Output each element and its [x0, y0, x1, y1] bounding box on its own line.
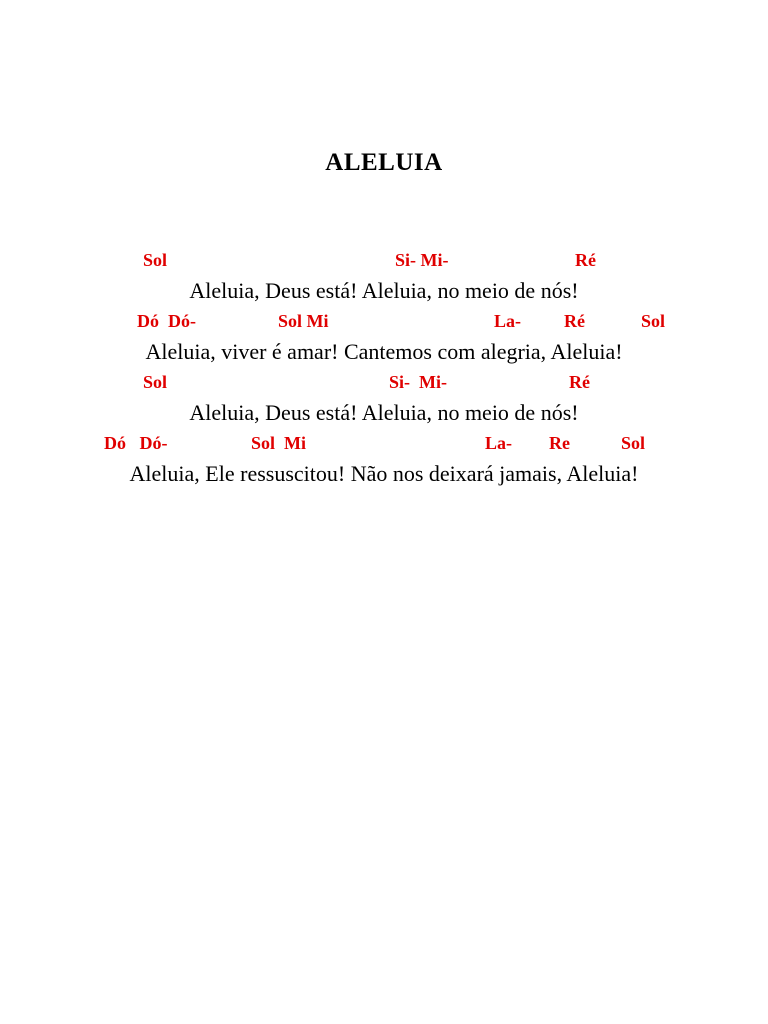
chord: Sol — [641, 311, 666, 331]
lyric-line-4: Aleluia, Ele ressuscitou! Não nos deixará jamais, Aleluia! — [129, 461, 639, 486]
chord: La- — [485, 433, 512, 453]
chord-line-3 — [0, 370, 768, 394]
lyric-line-2: Aleluia, viver é amar! Cantemos com alegria, Aleluia! — [145, 339, 623, 364]
lyric-line-1: Aleluia, Deus está! Aleluia, no meio de nós! — [189, 278, 579, 303]
chord: Si- Mi- — [395, 250, 449, 270]
chord: Ré — [564, 311, 585, 331]
chord: Dó Dó- — [104, 433, 168, 453]
song-title: ALELUIA — [325, 149, 443, 176]
chord: La- — [494, 311, 521, 331]
chord: Si- Mi- — [389, 372, 447, 392]
lyric-line-3: Aleluia, Deus está! Aleluia, no meio de nós! — [189, 400, 579, 425]
chord-line-4 — [0, 431, 768, 455]
chord-line-1 — [0, 248, 768, 272]
chord: Ré — [575, 250, 596, 270]
chord-line-2 — [0, 309, 768, 333]
chord: Ré — [569, 372, 590, 392]
chord: Sol Mi — [278, 311, 329, 331]
chord: Sol — [143, 250, 168, 270]
chord: Dó Dó- — [137, 311, 196, 331]
chord: Sol — [621, 433, 646, 453]
chord: Sol Mi — [251, 433, 307, 453]
chord: Re — [549, 433, 570, 453]
chord: Sol — [143, 372, 168, 392]
